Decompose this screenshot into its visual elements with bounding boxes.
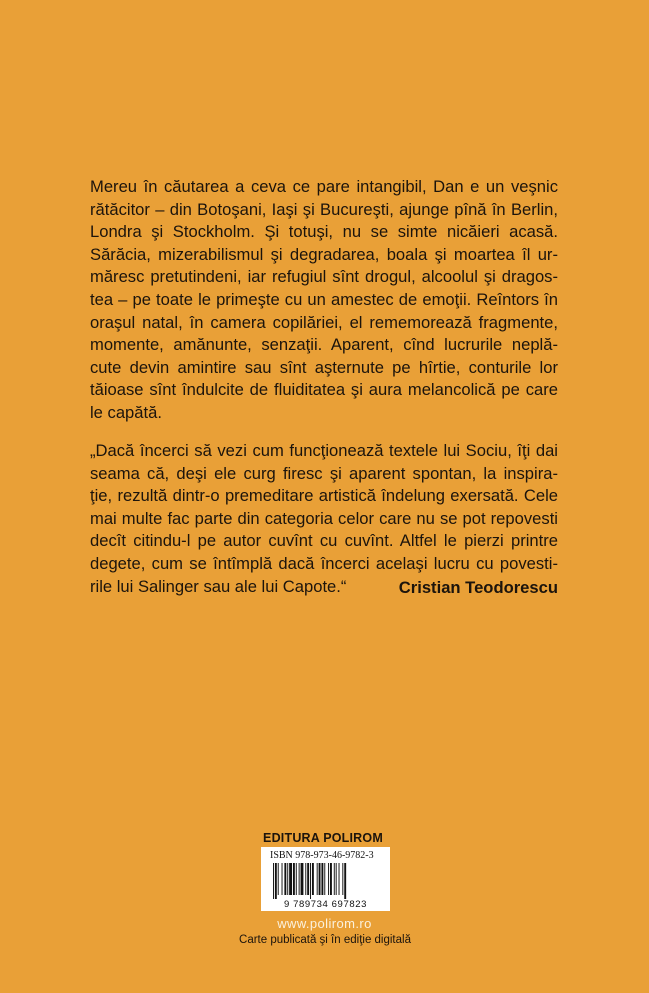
- barcode-bars-icon: [273, 863, 381, 899]
- blurb-line: tăioase sînt îndulcite de fluiditatea şi aura melancolică pe care: [90, 380, 558, 400]
- blurb-line: rătăcitor – din Botoşani, Iaşi şi Bucureşti, ajunge pînă în Berlin,: [90, 199, 558, 219]
- quote-line: decît citindu-l pe autor cuvînt cu cuvînt. Altfel le pierzi printre: [90, 531, 558, 551]
- quote-line: seama că, deşi ele curg firesc şi aparent spontan, la inspira-: [90, 463, 558, 483]
- book-blurb: [90, 176, 558, 425]
- quote-attribution: Cristian Teodorescu: [398, 578, 558, 597]
- blurb-line: tea – pe toate le primeşte cu un amestec de emoţii. Reîntors în: [90, 289, 558, 309]
- barcode-digits: 9 789734 697823: [284, 899, 367, 910]
- quote-line: degete, cum se întîmplă dacă încerci acelaşi lucru cu povesti-: [90, 553, 558, 573]
- quote-line: ţie, rezultă dintr-o premeditare artistică îndelung exersată. Cele: [90, 486, 558, 506]
- digital-edition-note: Carte publicată şi în ediţie digitală: [239, 934, 411, 946]
- isbn-barcode: [261, 847, 390, 911]
- blurb-line: le capătă.: [90, 402, 162, 422]
- quote-line: „Dacă încerci să vezi cum funcţionează textele lui Sociu, îţi dai: [90, 441, 558, 460]
- quote-line: mai multe fac parte din categoria celor care nu se pot repovesti: [90, 508, 558, 528]
- blurb-line: Mereu în căutarea a ceva ce pare intangibil, Dan e un veşnic: [90, 177, 558, 196]
- publisher-website: www.polirom.ro: [277, 916, 372, 931]
- blurb-line: oraşul natal, în camera copilăriei, el rememorează fragmente,: [90, 312, 558, 332]
- blurb-line: măresc pretutindeni, iar refugiul sînt drogul, alcoolul şi dragos-: [90, 267, 558, 287]
- critic-quote: [90, 440, 558, 598]
- blurb-line: Sărăcia, mizerabilismul şi degradarea, boala şi moartea îl ur-: [90, 244, 558, 264]
- isbn-label: ISBN 978-973-46-9782-3: [270, 850, 374, 861]
- publisher-name: EDITURA POLIROM: [263, 831, 383, 845]
- quote-line: rile lui Salinger sau ale lui Capote.“: [90, 576, 347, 596]
- blurb-line: momente, amănunte, senzaţii. Aparent, cînd lucrurile neplă-: [90, 335, 558, 355]
- blurb-line: Londra şi Stockholm. Şi totuşi, nu se simte nicăieri acasă.: [90, 222, 558, 242]
- blurb-line: cute devin amintire sau sînt aşternute pe hîrtie, conturile lor: [90, 357, 558, 377]
